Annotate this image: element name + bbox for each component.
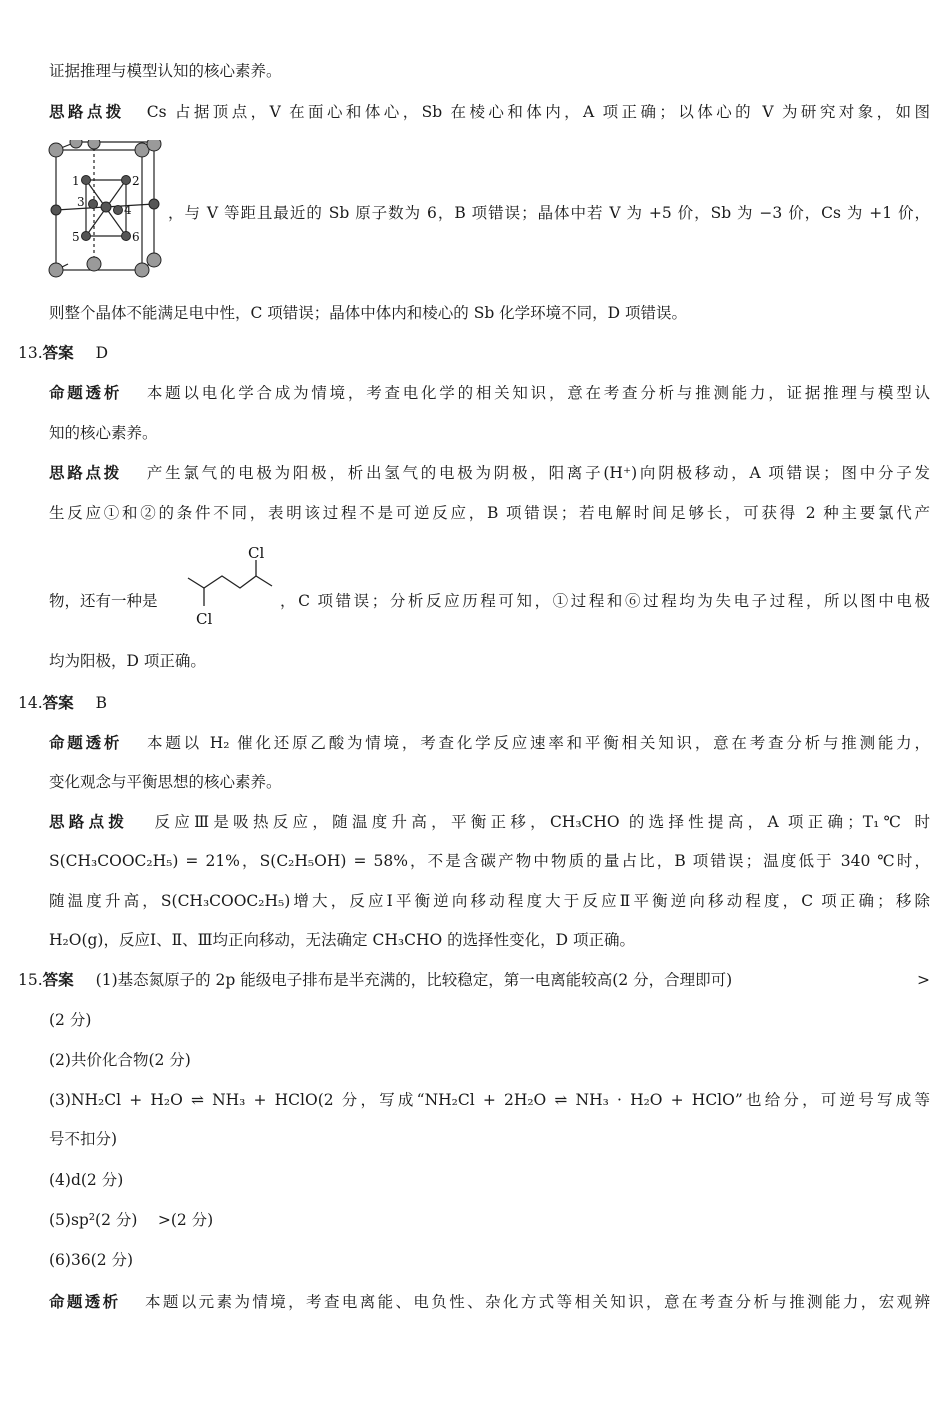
- q14-hint-line-1: [49, 811, 930, 833]
- answer-label: 答案: [42, 344, 74, 362]
- hint-text: 产生氯气的电极为阳极，析出氢气的电极为阴极，阳离子(H⁺)向阴极移动，A 项错误；图中分子发: [144, 464, 930, 482]
- paragraph-continuation: 证据推理与模型认知的核心素养。: [49, 62, 282, 80]
- q12-hint-line-3: 则整个晶体不能满足电中性，C 项错误；晶体中体内和棱心的 Sb 化学环境不同，D 项错误。: [49, 304, 688, 322]
- q13-hint-line-1: [49, 462, 930, 484]
- q14-hint-line-3: 随温度升高，S(CH₃COOC₂H₅)增大，反应Ⅰ平衡逆向移动程度大于反应Ⅱ平衡逆向移动程度，C 项正确；移除: [49, 892, 930, 910]
- q14-hint-line-4: H₂O(g)，反应Ⅰ、Ⅱ、Ⅲ均正向移动，无法确定 CH₃CHO 的选择性变化，D 项正确。: [49, 931, 635, 949]
- question-number: 13.: [18, 344, 43, 362]
- analysis-text: 本题以电化学合成为情境，考查电化学的相关知识，意在考查分析与推测能力，证据推理与模型认: [144, 384, 930, 402]
- hint-text: 反应Ⅲ是吸热反应，随温度升高，平衡正移，CH₃CHO 的选择性提高，A 项正确；T₁℃ 时: [150, 813, 930, 831]
- q15-answer-line-2: (2 分): [49, 1011, 92, 1029]
- q13-analysis-line-1: [49, 382, 930, 404]
- q15-answer-2: (2)共价化合物(2 分): [49, 1051, 191, 1069]
- figure-label-2: 2: [132, 174, 140, 188]
- q14-analysis-line-1: [49, 732, 930, 754]
- q14-hint-line-2: S(CH₃COOC₂H₅) = 21%，S(C₂H₅OH) = 58%，不是含碳产物中物质的量占比，B 项错误；温度低于 340 ℃时，: [49, 852, 930, 870]
- figure-label-6: 6: [132, 230, 140, 244]
- analysis-text: 本题以 H₂ 催化还原乙酸为情境，考查化学反应速率和平衡相关知识，意在考查分析与推测能力，: [144, 734, 930, 752]
- question-number: 15.: [18, 971, 43, 989]
- q13-answer-line: [18, 342, 108, 364]
- hint-label: 思路点拨: [49, 464, 123, 482]
- q13-hint-line-3-start: 物，还有一种是: [49, 592, 158, 610]
- hint-text: Cs 占据顶点，V 在面心和体心，Sb 在棱心和体内，A 项正确；以体心的 V 为研究对象，如图: [146, 103, 930, 121]
- hint-label: 思路点拨: [49, 813, 129, 831]
- q15-answer-3-line-1: (3)NH₂Cl + H₂O ⇌ NH₃ + HClO(2 分，写成“NH₂Cl + 2H₂O ⇌ NH₃ · H₂O + HClO”也给分，可逆号写成等: [49, 1091, 930, 1109]
- figure-label-4: 4: [124, 203, 132, 217]
- analysis-label: 命题透析: [49, 384, 123, 402]
- q13-analysis-line-2: 知的核心素养。: [49, 424, 158, 442]
- hint-text: ，C 项错误；分析反应历程可知，①过程和⑥过程均为失电子过程，所以图中电极: [280, 592, 930, 610]
- q15-answer-6: (6)36(2 分): [49, 1251, 134, 1269]
- figure-label-1: 1: [72, 174, 80, 188]
- q15-answer-line-1: [18, 969, 873, 991]
- analysis-label: 命题透析: [49, 1293, 121, 1311]
- answer-symbol: >: [917, 971, 930, 989]
- q12-hint-line-2: [168, 202, 930, 224]
- dichloro-molecule-structure: [180, 540, 280, 630]
- chlorine-label-top: Cl: [248, 544, 265, 562]
- q15-answer-4: (4)d(2 分): [49, 1171, 124, 1189]
- figure-label-3: 3: [77, 195, 85, 209]
- hint-text: ，与 V 等距且最近的 Sb 原子数为 6，B 项错误；晶体中若 V 为 +5 价，Sb 为 −3 价，Cs 为 +1 价，: [168, 204, 930, 222]
- question-number: 14.: [18, 694, 43, 712]
- q14-analysis-line-2: 变化观念与平衡思想的核心素养。: [49, 773, 282, 791]
- figure-label-5: 5: [72, 230, 80, 244]
- analysis-label: 命题透析: [49, 734, 123, 752]
- answer-value: B: [95, 694, 108, 712]
- q13-hint-line-3-end: [280, 590, 930, 612]
- answer-label: 答案: [42, 694, 74, 712]
- q15-analysis-line-1: [49, 1291, 930, 1313]
- answer-text: (1)基态氮原子的 2p 能级电子排布是半充满的，比较稳定，第一电离能较高(2 分，合理即可): [95, 971, 733, 989]
- q13-hint-line-2: 生反应①和②的条件不同，表明该过程不是可逆反应，B 项错误；若电解时间足够长，可获得 2 种主要氯代产: [49, 504, 930, 522]
- q15-answer-5: (5)sp²(2 分) >(2 分): [49, 1211, 214, 1229]
- answer-label: 答案: [42, 971, 74, 989]
- hint-label: 思路点拨: [49, 103, 125, 121]
- q14-answer-line: [18, 692, 107, 714]
- answer-value: D: [95, 344, 109, 362]
- crystal-structure-figure: [46, 140, 166, 285]
- chlorine-label-bottom: Cl: [196, 610, 213, 628]
- q13-hint-line-4: 均为阳极，D 项正确。: [49, 652, 206, 670]
- q12-hint-line-1: [49, 101, 930, 123]
- analysis-text: 本题以元素为情境，考查电离能、电负性、杂化方式等相关知识，意在考查分析与推测能力，宏观辨: [142, 1293, 930, 1311]
- q15-answer-3-line-2: 号不扣分): [49, 1130, 118, 1148]
